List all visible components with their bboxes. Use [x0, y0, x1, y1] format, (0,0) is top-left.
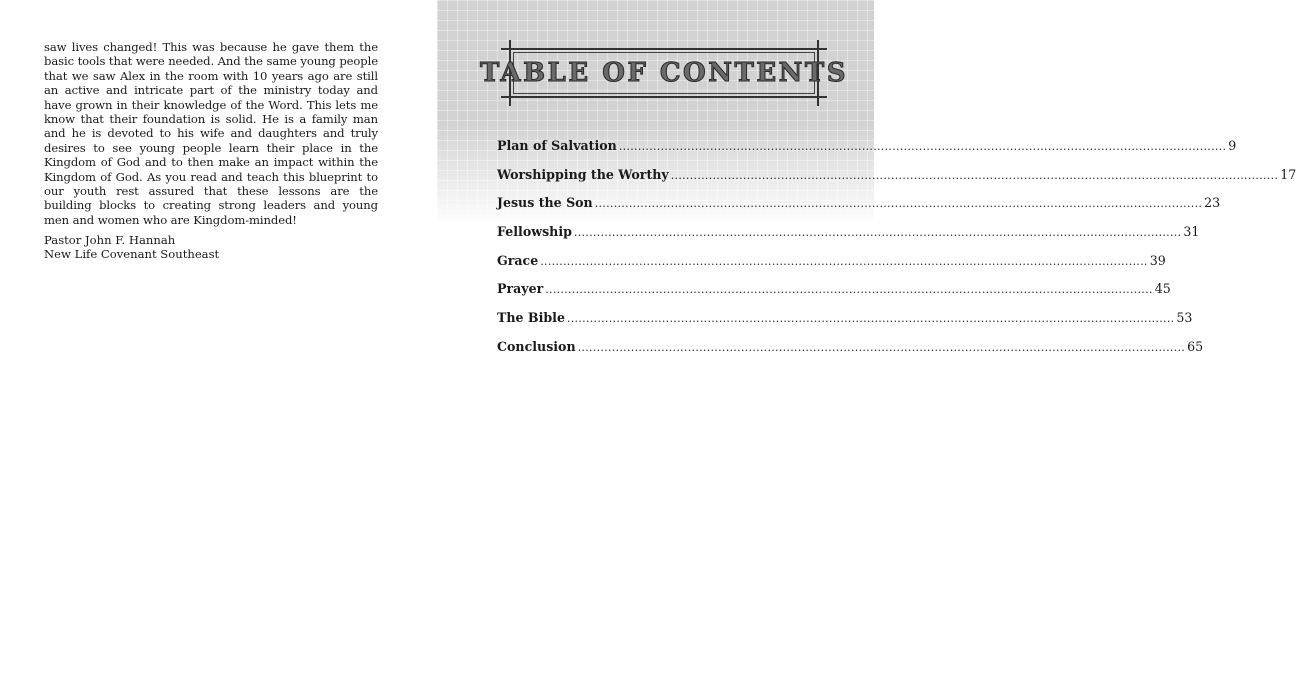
toc-entry-label: Plan of Salvation — [497, 138, 617, 153]
toc-entry-label: Grace — [497, 252, 539, 268]
toc-entry[interactable] — [497, 338, 1204, 368]
toc-dot-leader: ................................................................................................................................................................ — [670, 168, 1279, 182]
toc-dot-leader: ................................................................................................................................................................ — [594, 197, 1203, 211]
toc-dot-leader: ................................................................................................................................................................ — [573, 226, 1182, 240]
toc-entry-page: 23 — [1204, 195, 1221, 211]
signature-church: New Life Covenant Southeast — [44, 247, 220, 262]
frame-line-top — [501, 48, 827, 50]
toc-entry-label: Conclusion — [497, 338, 576, 354]
toc-entry-page: 53 — [1176, 310, 1193, 326]
toc-entry-label: Prayer — [497, 281, 544, 297]
toc-entry-label: Fellowship — [497, 224, 572, 240]
body-paragraph: saw lives changed! This was because he gave them the basic tools that were needed. And the same young people that we saw Alex in the room with 10 years ago are still an active and intricate part of the ministry today and have grown in their knowledge of the Word. This lets me know that their foundation is solid. He is a family man and he is devoted to his wife and daughters and truly desires to see young people learn their place in the Kingdom of God and to then make an impact within the Kingdom of God. As you read and teach this blueprint to our youth rest assured that these lessons are the building blocks to creating strong leaders and young men and women who are Kingdom-minded! — [44, 40, 378, 227]
toc-dot-leader: ................................................................................................................................................................ — [577, 340, 1186, 354]
toc-dot-leader: ................................................................................................................................................................ — [566, 312, 1175, 326]
toc-entry-page: 65 — [1187, 338, 1204, 354]
title-frame — [479, 40, 849, 106]
signature-name: Pastor John F. Hannah — [44, 233, 176, 247]
toc-entry-page: 9 — [1228, 138, 1237, 153]
toc-entry[interactable] — [497, 195, 1221, 224]
toc-dot-leader: ................................................................................................................................................................ — [618, 140, 1227, 153]
toc-entry-label: Worshipping the Worthy — [497, 166, 669, 182]
title-box — [479, 52, 849, 94]
toc-dot-leader: ................................................................................................................................................................ — [545, 283, 1153, 297]
toc-entry[interactable] — [497, 166, 1296, 196]
toc-title: TABLE OF CONTENTS — [479, 58, 849, 88]
toc-entry[interactable] — [497, 252, 1166, 282]
toc-entry-label: The Bible — [497, 310, 565, 326]
toc-dot-leader: ................................................................................................................................................................ — [540, 254, 1148, 268]
right-page — [437, 0, 1296, 675]
toc-entry-page: 45 — [1154, 281, 1171, 297]
toc-entry[interactable] — [497, 138, 1237, 167]
toc-entry-page: 17 — [1280, 166, 1296, 182]
signature-block — [44, 233, 219, 262]
left-page — [0, 0, 437, 675]
toc-list — [497, 138, 1296, 368]
toc-entry-page: 39 — [1149, 252, 1166, 268]
toc-entry-label: Jesus the Son — [497, 195, 593, 211]
frame-line-bottom — [501, 96, 827, 98]
toc-entry[interactable] — [497, 310, 1193, 339]
toc-entry[interactable] — [497, 224, 1200, 253]
toc-entry[interactable] — [497, 281, 1171, 310]
toc-entry-page: 31 — [1183, 224, 1200, 240]
